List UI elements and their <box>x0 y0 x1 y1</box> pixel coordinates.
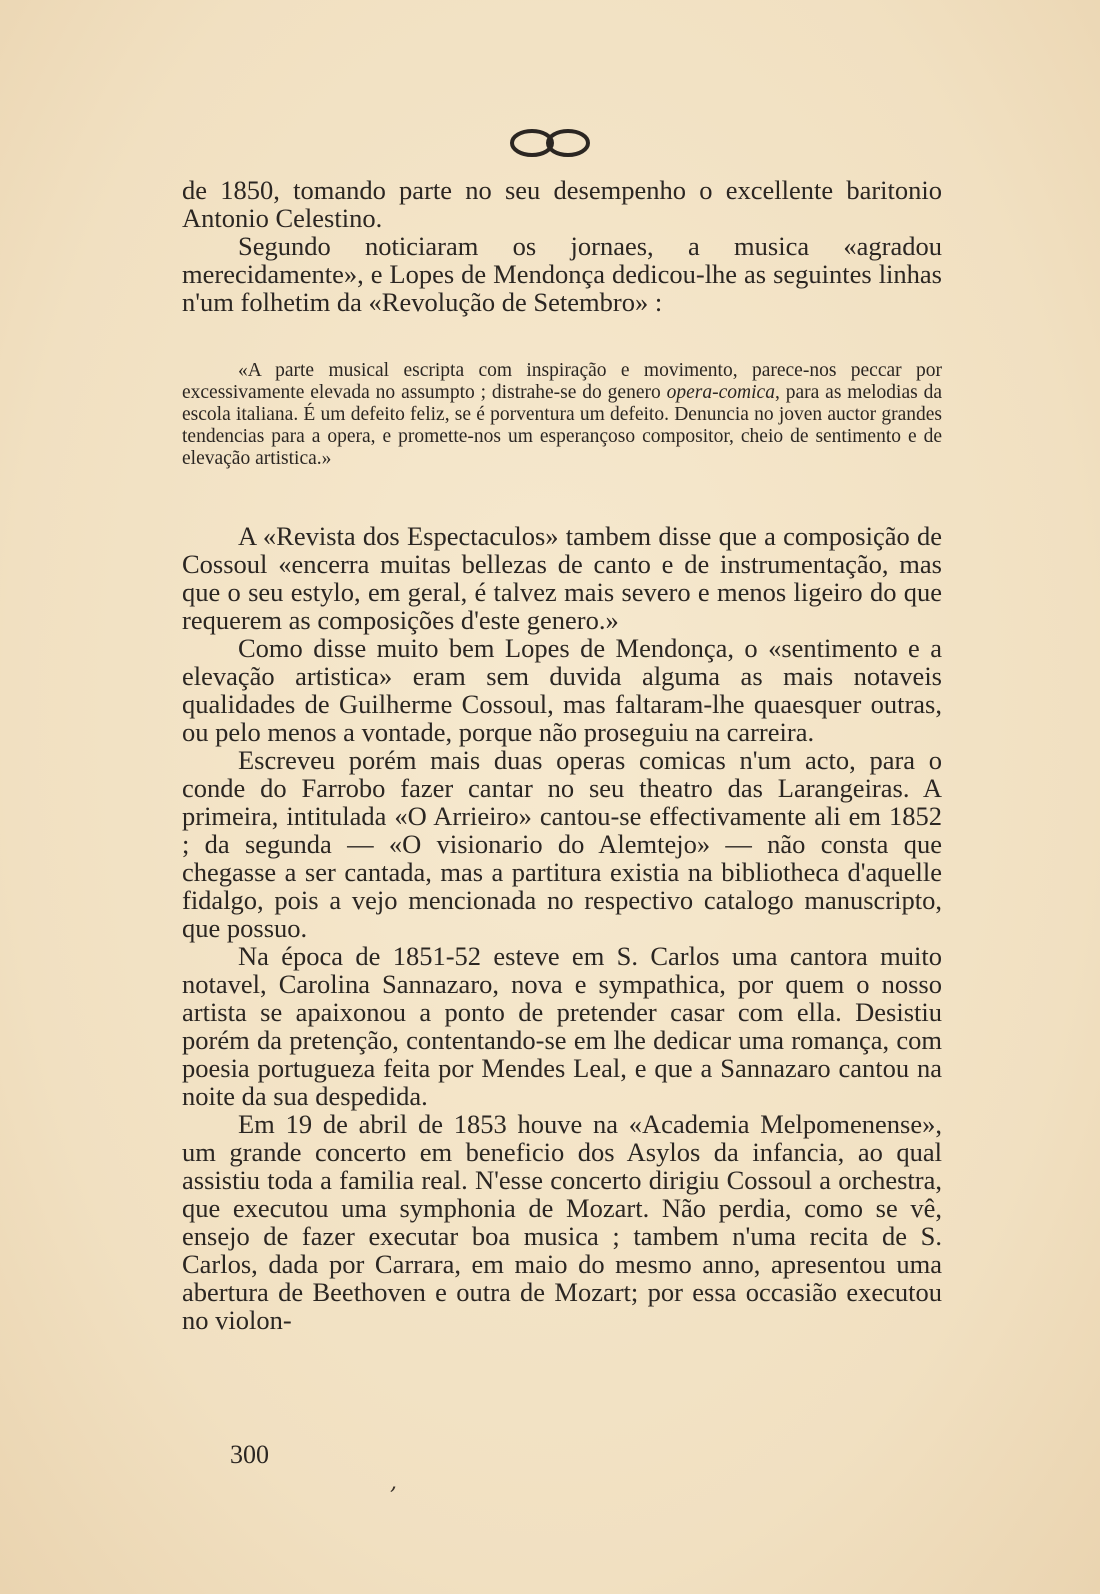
paragraph-1: de 1850, tomando parte no seu desempenho o excellente baritonio Antonio Celestino. <box>182 175 942 233</box>
paragraph-6: Na época de 1851-52 esteve em S. Carlos uma cantora muito notavel, Carolina Sannazaro, nova e sympathica, por quem o nosso artista se apaixonou a ponto de pretender casar com ella. Desistiu porém da pretenção, contentando-se em lhe dedicar uma romança, com poesia portugueza feita por Mendes Leal, e que a Sannazaro cantou na noite da sua despedida. <box>182 941 942 1111</box>
ornament-icon <box>505 128 595 158</box>
paragraph-4: Como disse muito bem Lopes de Mendonça, o «sentimento e a elevação artistica» eram sem duvida alguma as mais notaveis qualidades de Guilherme Cossoul, mas faltaram-lhe quaesquer outras, ou pelo menos a vontade, porque não proseguiu na carreira. <box>182 633 942 747</box>
paragraph-5: Escreveu porém mais duas operas comicas n'um acto, para o conde do Farrobo fazer cantar no seu theatro das Larangeiras. A primeira, intitulada «O Arrieiro» cantou-se effectivamente ali em 1852 ; da segunda — «O visionario do Alemtejo» — não consta que chegasse a ser cantada, mas a partitura existia na bibliotheca d'aquelle fidalgo, pois a vejo mencionada no respectivo catalogo manuscripto, que possuo. <box>182 745 942 943</box>
quote-italic: opera-comica <box>666 382 775 403</box>
quote-part-a: «A parte musical escripta com inspiração e movimento, parece-nos peccar por excessivamente elevada no assumpto ; distrahe-se do genero <box>182 360 942 403</box>
body-text <box>182 176 942 1334</box>
paragraph-7: Em 19 de abril de 1853 houve na «Academia Melpomenense», um grande concerto em beneficio dos Asylos da infancia, ao qual assistiu toda a familia real. N'esse concerto dirigiu Cossoul a orchestra, que executou uma symphonia de Mozart. Não perdia, como se vê, ensejo de fazer executar boa musica ; tambem n'uma recita de S. Carlos, dada por Carrara, em maio do mesmo anno, apresentou uma abertura de Beethoven e outra de Mozart; por essa occasião executou no violon- <box>182 1109 942 1335</box>
paragraph-2: Segundo noticiaram os jornaes, a musica «agradou merecidamente», e Lopes de Mendonça dedicou-lhe as seguintes linhas n'um folhetim da «Revolução de Setembro» : <box>182 231 942 317</box>
signature-mark: 300 <box>230 1440 269 1469</box>
paragraph-3: A «Revista dos Espectaculos» tambem disse que a composição de Cossoul «encerra muitas bellezas de canto e de instrumentação, mas que o seu estylo, em geral, é talvez mais severo e menos ligeiro do que requerem as composições d'este genero.» <box>182 521 942 635</box>
stray-mark: , <box>390 1470 397 1495</box>
block-quote <box>182 360 942 470</box>
header-ornament <box>0 128 1100 162</box>
quote-part-b: , para as melodias da escola italiana. É um defeito feliz, se é porventura um defeito. Denuncia no joven auctor grandes tendencias para a opera, e promette-nos um esperançoso compositor, cheio de sentimento e de elevação artistica.» <box>182 382 942 469</box>
